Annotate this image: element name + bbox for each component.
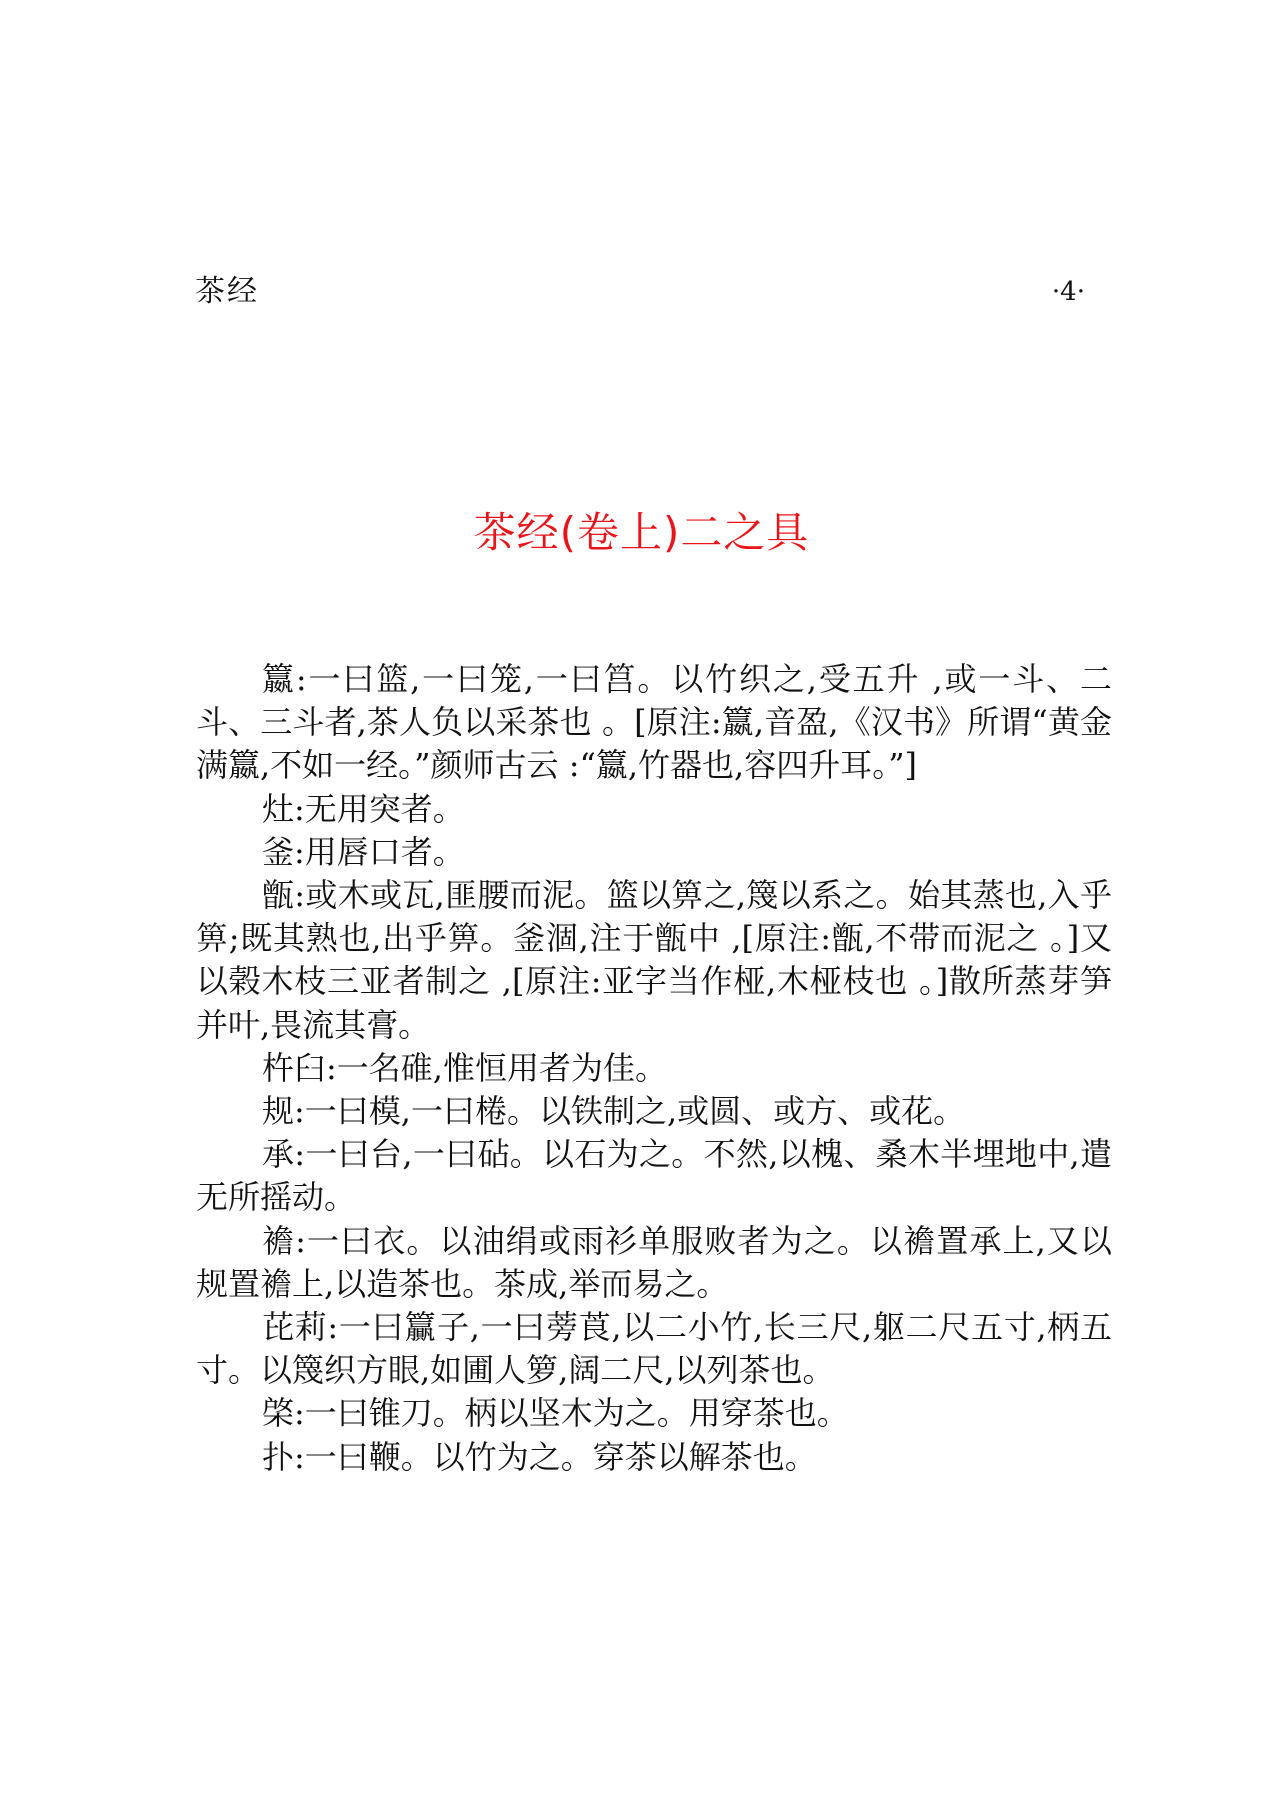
paragraph-pu: 扑:一曰鞭。以竹为之。穿茶以解茶也。: [262, 1437, 817, 1476]
paragraph-qi: 棨:一曰锥刀。柄以坚木为之。用穿茶也。: [262, 1394, 849, 1433]
book-title: 茶经: [195, 274, 259, 309]
paragraph-ying: 籝:一曰篮,一曰笼,一曰筥。以竹织之,受五升 ,或一斗、二斗、三斗者,茶人负以采茶也 。[原注:籝,音盈,《汉书》所谓“黄金满籝,不如一经。”颜师古云 :“籝,竹器也,容四升耳。”]: [196, 660, 1112, 785]
paragraph-fu: 釜:用唇口者。: [262, 832, 465, 871]
paragraph-cheng: 承:一曰台,一曰砧。以石为之。不然,以槐、桑木半埋地中,遣无所摇动。: [196, 1135, 1112, 1217]
paragraph-pili: 芘莉:一曰籯子,一曰蒡莨,以二小竹,长三尺,躯二尺五寸,柄五寸。以篾织方眼,如圃人箩,阔二尺,以列茶也。: [196, 1308, 1112, 1390]
paragraph-gui: 规:一曰模,一曰棬。以铁制之,或圆、或方、或花。: [262, 1092, 966, 1131]
body-text: [196, 658, 1112, 1479]
page-number: ·4·: [1051, 277, 1085, 307]
chapter-title: 茶经(卷上)二之具: [473, 508, 810, 557]
paragraph-chan: 襜:一曰衣。以油绢或雨衫单服败者为之。以襜置承上,又以规置襜上,以造茶也。茶成,举而易之。: [196, 1221, 1112, 1303]
paragraph-chujiu: 杵臼:一名碓,惟恒用者为佳。: [262, 1048, 667, 1087]
paragraph-zeng: 甑:或木或瓦,匪腰而泥。篮以箅之,篾以系之。始其蒸也,入乎箅;既其熟也,出乎箅。釜涸,注于甑中 ,[原注:甑,不带而泥之 。]又以榖木枝三亚者制之 ,[原注:亚字当作桠,木桠枝也 。]散所蒸芽笋并叶,畏流其膏。: [196, 876, 1112, 1044]
paragraph-zao: 灶:无用突者。: [262, 789, 465, 828]
